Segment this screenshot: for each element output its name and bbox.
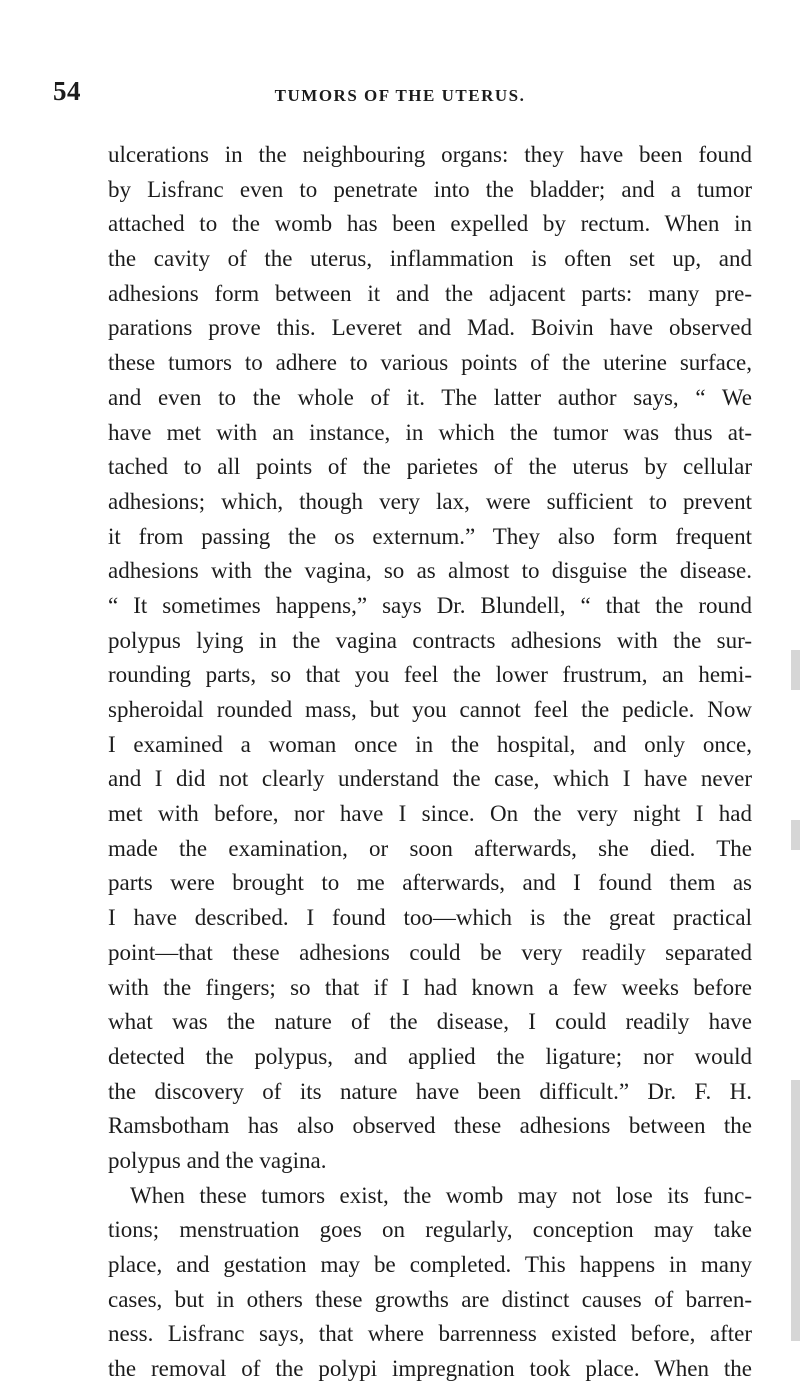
text-line: I examined a woman once in the hospital, and only once,: [108, 731, 752, 757]
text-line: what was the nature of the disease, I could readily have: [108, 1009, 752, 1035]
text-line: cases, but in others these growths are distinct causes of barren-: [108, 1286, 752, 1312]
text-line: the cavity of the uterus, inflammation is often set up, and: [108, 246, 752, 272]
body-text: [108, 138, 752, 1387]
text-line: detected the polypus, and applied the ligature; nor would: [108, 1043, 752, 1069]
text-line: and I did not clearly understand the case, which I have never: [108, 766, 752, 792]
text-line: attached to the womb has been expelled by rectum. When in: [108, 211, 752, 237]
text-line: place, and gestation may be completed. This happens in many: [108, 1252, 752, 1277]
text-line: adhesions with the vagina, so as almost to disguise the disease.: [108, 558, 752, 584]
running-title: TUMORS OF THE UTERUS.: [274, 86, 526, 105]
text-line: adhesions; which, though very lax, were sufficient to prevent: [108, 488, 752, 514]
text-line: these tumors to adhere to various points of the uterine surface,: [108, 350, 752, 376]
text-line: spheroidal rounded mass, but you cannot feel the pedicle. Now: [108, 697, 752, 722]
page-edge-shadow: [791, 650, 800, 690]
text-line: “ It sometimes happens,” says Dr. Blundell, “ that the round: [108, 592, 752, 618]
text-line: adhesions form between it and the adjacent parts: many pre-: [108, 280, 752, 306]
text-line: by Lisfranc even to penetrate into the bladder; and a tumor: [108, 176, 752, 202]
text-line: made the examination, or soon afterwards, she died. The: [108, 835, 752, 861]
text-line: rounding parts, so that you feel the lower frustrum, an hemi-: [108, 662, 752, 688]
text-line: tached to all points of the parietes of the uterus by cellular: [108, 454, 752, 480]
text-line: with the fingers; so that if I had known a few weeks before: [108, 974, 752, 1000]
page-edge-shadow: [791, 1080, 800, 1341]
text-line: ulcerations in the neighbouring organs: they have been found: [108, 142, 752, 167]
page-edge-shadow: [791, 820, 800, 850]
text-line: tions; menstruation goes on regularly, conception may take: [108, 1217, 752, 1243]
text-line: I have described. I found too—which is the great practical: [108, 905, 752, 931]
text-line: ness. Lisfranc says, that where barrenness existed before, after: [108, 1321, 752, 1347]
text-line: it from passing the os externum.” They also form frequent: [108, 523, 752, 549]
page-number: 54: [53, 76, 81, 106]
text-line: point—that these adhesions could be very readily separated: [108, 939, 752, 965]
text-line: the discovery of its nature have been difficult.” Dr. F. H.: [108, 1078, 752, 1104]
text-line: polypus lying in the vagina contracts adhesions with the sur-: [108, 627, 752, 653]
text-line: the removal of the polypi impregnation took place. When the: [108, 1356, 752, 1382]
text-line: parts were brought to me afterwards, and I found them as: [108, 870, 752, 896]
text-line: parations prove this. Leveret and Mad. Boivin have observed: [108, 315, 752, 341]
text-line: met with before, nor have I since. On the very night I had: [108, 801, 752, 827]
text-line: and even to the whole of it. The latter author says, “ We: [108, 384, 752, 410]
text-line: Ramsbotham has also observed these adhesions between the: [108, 1113, 752, 1139]
paragraph-end-line: polypus and the vagina.: [108, 1147, 327, 1173]
paragraph-start-line: When these tumors exist, the womb may not lose its func-: [130, 1182, 752, 1208]
text-line: have met with an instance, in which the tumor was thus at-: [108, 419, 752, 445]
